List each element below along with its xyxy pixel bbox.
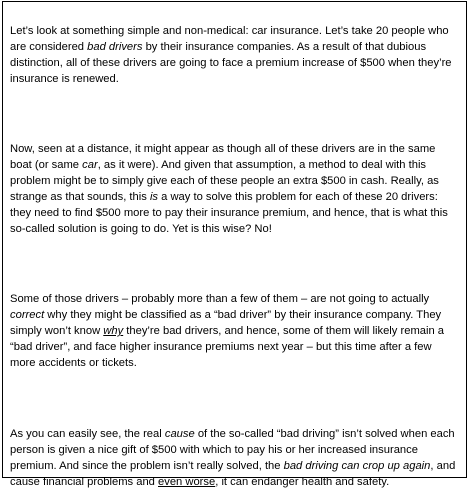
text-run: they’re bad drivers, and hence, some of them will likely remain a “bad driver”, and face higher insurance premiums next year – but this time after a few more accidents or tickets. [10,325,445,369]
paragraph-3 [10,291,459,371]
emphasis-run: cause [164,428,195,440]
text-run: by their insurance companies. As a result of that dubious distinction, all of these drivers are going to face a premium increase of $500 when they’re insurance is renewed. [10,41,452,85]
underline-run: even worse [158,476,216,488]
text-run: a way to solve this problem for each of these 20 drivers: they need to find $500 more to pay their insurance premium, and hence, that is what this so-called solution is going to do. Yet is this wise? No! [10,191,448,235]
emphasis-run: bad drivers [87,41,143,53]
text-run: Let’s look at something simple and non-medical: car insurance. Let’s take 20 people who are considered [10,25,449,53]
emphasis-underline-run: why [103,325,124,337]
paragraph-1 [10,23,459,87]
paragraph-2 [10,141,459,237]
text-run: of the so-called “bad driving” isn’t solved when each person is given a nice gift of $500 with which to pay his or her increased insurance premium. And since the problem isn’t really solved, the [10,428,455,472]
document-box [2,1,467,488]
emphasis-run: is [149,191,159,203]
emphasis-run: bad driving can crop up again [283,460,431,472]
text-run: Some of those drivers – probably more than a few of them – are not going to actually [10,293,430,305]
paragraph-4 [10,426,459,490]
text-run: , it can endanger health and safety. [215,476,390,488]
text-run: , and cause financial problems and [10,460,456,488]
emphasis-run: car [82,159,98,171]
emphasis-run: correct [10,309,45,321]
text-run: why they might be classified as a “bad driver” by their insurance company. They simply won’t know [10,309,442,337]
text-run: Now, seen at a distance, it might appear as though all of these drivers are in the same boat (or same [10,143,436,171]
text-run: As you can easily see, the real [10,428,165,440]
text-run: , as it were). And given that assumption, a method to deal with this problem might be to simply give each of these people an extra $500 in cash. Really, as strange as that sounds, this [10,159,439,203]
